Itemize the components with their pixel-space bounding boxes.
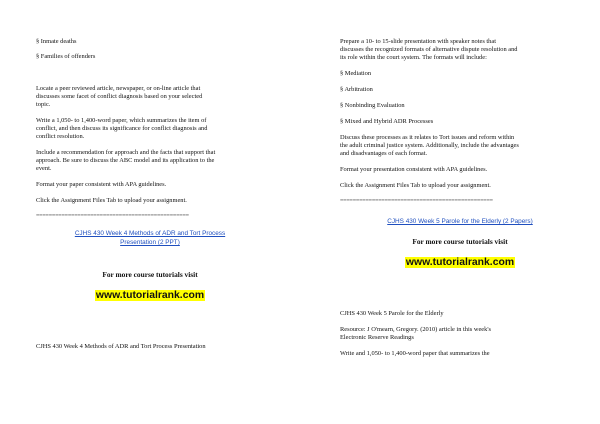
paragraph-locate-line-2: discusses some facet of conflict diagnosis based on your selected: [36, 93, 203, 100]
site-highlight-right[interactable]: www.tutorialrank.com: [405, 257, 515, 268]
more-tutorials-text: For more course tutorials visit: [102, 270, 198, 279]
separator-line: ================================================: [36, 213, 189, 219]
bullet-nonbinding-evaluation: § Nonbinding Evaluation: [340, 102, 405, 109]
paragraph-prepare-line-2: discusses the recognized formats of alternative dispute resolution and: [340, 46, 518, 53]
bullet-mediation: § Mediation: [340, 70, 372, 77]
paragraph-prepare-line-1: Prepare a 10- to 15-slide presentation with speaker notes that: [340, 38, 496, 45]
bullet-mixed-hybrid-adr: § Mixed and Hybrid ADR Processes: [340, 118, 434, 125]
week-5-parole-title: CJHS 430 Week 5 Parole for the Elderly: [340, 310, 444, 317]
week-4-link-line-2[interactable]: Presentation (2 PPT): [120, 239, 180, 246]
week-5-course-link[interactable]: CJHS 430 Week 5 Parole for the Elderly (2 Papers): [387, 218, 533, 225]
paragraph-include-line-3: event.: [36, 165, 52, 172]
week-4-link-line-1[interactable]: CJHS 430 Week 4 Methods of ADR and Tort Process: [74, 230, 226, 237]
more-tutorials-text-right: For more course tutorials visit: [412, 237, 508, 246]
paragraph-format: Format your paper consistent with APA guidelines.: [36, 181, 167, 188]
paragraph-prepare-line-3: its role within the court system. The formats will include:: [340, 54, 487, 61]
paragraph-discuss-line-2: the adult criminal justice system. Additionally, include the advantages: [340, 142, 519, 149]
paragraph-locate-line-1: Locate a peer reviewed article, newspaper, or on-line article that: [36, 85, 201, 92]
paragraph-format-presentation: Format your presentation consistent with APA guidelines.: [340, 166, 488, 173]
paragraph-discuss-line-1: Discuss these processes as it relates to Tort issues and reform within: [340, 134, 515, 141]
tutorialrank-site-link[interactable]: [36, 289, 264, 303]
bullet-inmate-deaths: § Inmate deaths: [36, 38, 77, 45]
resource-line-2: Electronic Reserve Readings: [340, 334, 414, 341]
resource-line-1: Resource: J O'mearn, Gregory. (2010) article in this week's: [340, 326, 491, 333]
bullet-arbitration: § Arbitration: [340, 86, 373, 93]
bullet-families-of-offenders: § Families of offenders: [36, 53, 96, 60]
paragraph-write-line-2: conflict, and then discuss its significance for conflict diagnosis and: [36, 125, 208, 132]
tutorialrank-site-link-right[interactable]: [340, 256, 580, 270]
paragraph-write-line-3: conflict resolution.: [36, 133, 85, 140]
write-paper-line: Write and 1,050- to 1,400-word paper that summarizes the: [340, 350, 490, 357]
paragraph-discuss-line-3: and disadvantages of each format.: [340, 150, 428, 157]
paragraph-include-line-2: approach. Be sure to discuss the ABC model and its application to the: [36, 157, 215, 164]
paragraph-write-line-1: Write a 1,050- to 1,400-word paper, which summarizes the item of: [36, 117, 207, 124]
week-4-presentation-title: CJHS 430 Week 4 Methods of ADR and Tort Process Presentation: [36, 343, 206, 350]
separator-line-right: ================================================: [340, 198, 493, 204]
week-4-course-link[interactable]: [36, 229, 264, 247]
paragraph-include-line-1: Include a recommendation for approach and the facts that support that: [36, 149, 216, 156]
paragraph-click-upload-right: Click the Assignment Files Tab to upload your assignment.: [340, 182, 491, 189]
paragraph-locate-line-3: topic.: [36, 101, 51, 108]
paragraph-click-upload: Click the Assignment Files Tab to upload your assignment.: [36, 197, 187, 204]
site-highlight[interactable]: www.tutorialrank.com: [95, 290, 205, 301]
